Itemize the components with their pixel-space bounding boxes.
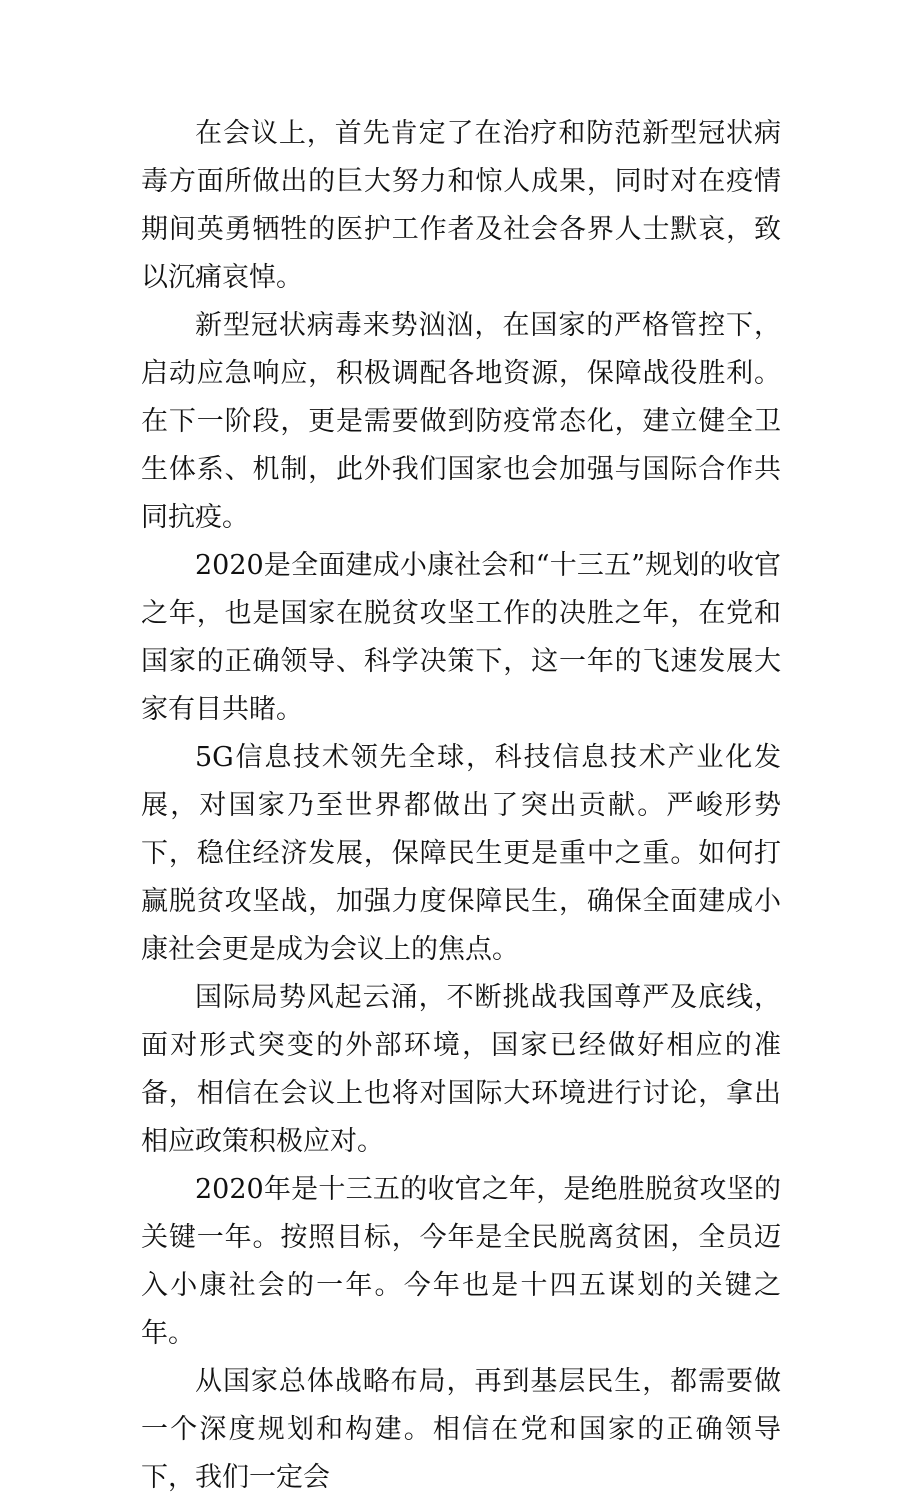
paragraph-2: 新型冠状病毒来势汹汹，在国家的严格管控下，启动应急响应，积极调配各地资源，保障战役胜利。在下一阶段，更是需要做到防疫常态化，建立健全卫生体系、机制，此外我们国家也会加强与国际合作共同抗疫。 xyxy=(141,310,781,533)
paragraph-1: 在会议上，首先肯定了在治疗和防范新型冠状病毒方面所做出的巨大努力和惊人成果，同时对在疫情期间英勇牺牲的医护工作者及社会各界人士默哀，致以沉痛哀悼。 xyxy=(141,118,781,293)
paragraph-3: 2020是全面建成小康社会和“十三五”规划的收官之年，也是国家在脱贫攻坚工作的决胜之年，在党和国家的正确领导、科学决策下，这一年的飞速发展大家有目共睹。 xyxy=(141,550,781,725)
document-body xyxy=(141,110,781,1502)
paragraph-7: 从国家总体战略布局，再到基层民生，都需要做一个深度规划和构建。相信在党和国家的正确领导下，我们一定会 xyxy=(141,1366,781,1493)
paragraph-5: 国际局势风起云涌，不断挑战我国尊严及底线，面对形式突变的外部环境，国家已经做好相应的准备，相信在会议上也将对国际大环境进行讨论，拿出相应政策积极应对。 xyxy=(141,982,781,1157)
paragraph-4: 5G信息技术领先全球，科技信息技术产业化发展，对国家乃至世界都做出了突出贡献。严峻形势下，稳住经济发展，保障民生更是重中之重。如何打赢脱贫攻坚战，加强力度保障民生，确保全面建成小康社会更是成为会议上的焦点。 xyxy=(141,742,781,965)
paragraph-6: 2020年是十三五的收官之年，是绝胜脱贫攻坚的关键一年。按照目标，今年是全民脱离贫困，全员迈入小康社会的一年。今年也是十四五谋划的关键之年。 xyxy=(141,1174,781,1349)
